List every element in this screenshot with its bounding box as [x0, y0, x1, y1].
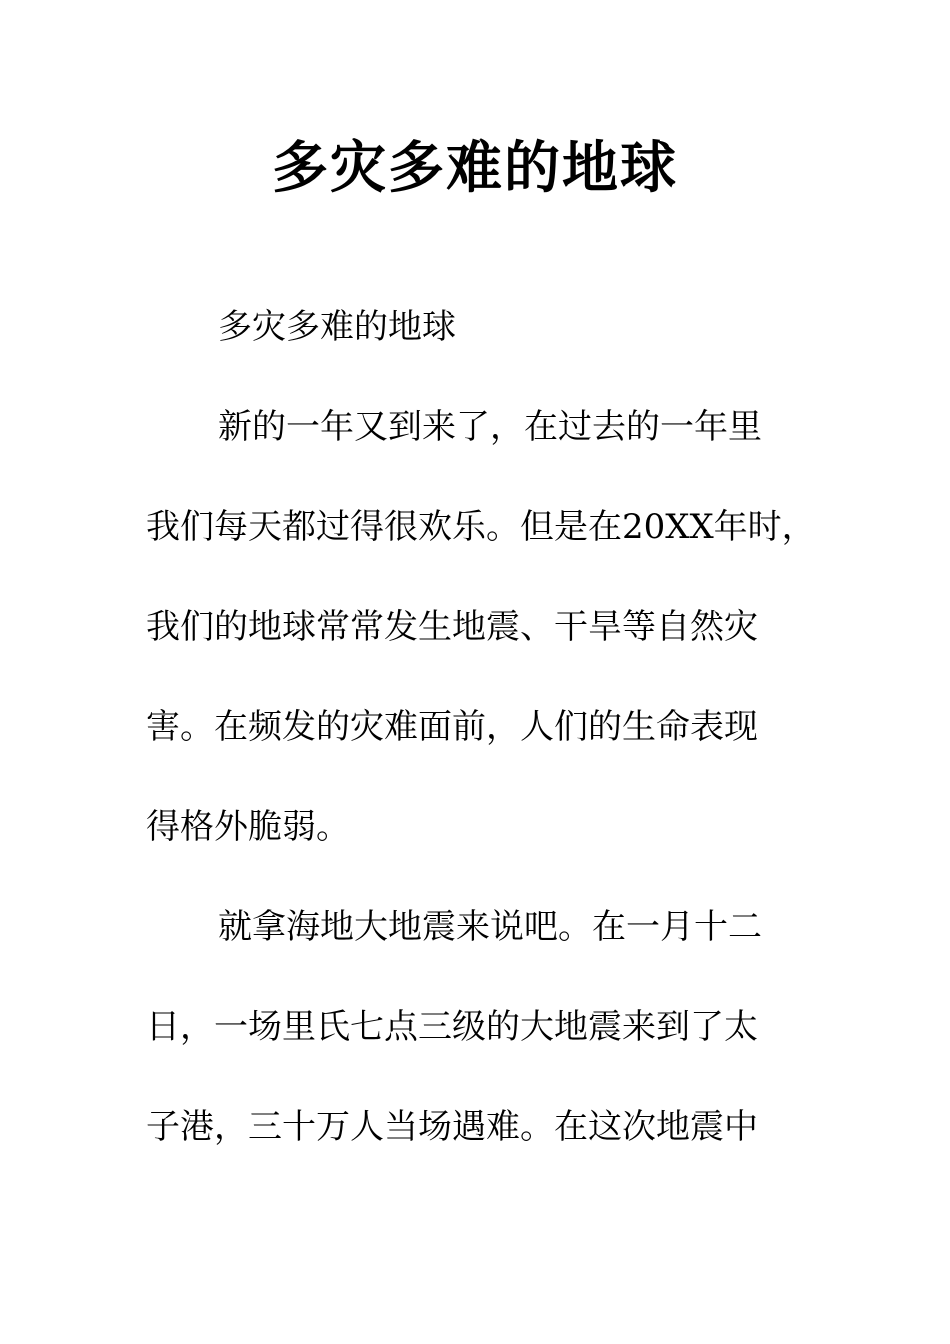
paragraph-line: 害。在频发的灾难面前，人们的生命表现: [146, 707, 758, 747]
page-title: 多灾多难的地球: [272, 135, 678, 201]
paragraph-line: 就拿海地大地震来说吧。在一月十二: [218, 907, 762, 947]
document-subtitle: 多灾多难的地球: [218, 307, 456, 347]
paragraph-line: 新的一年又到来了，在过去的一年里: [218, 407, 762, 447]
paragraph-line: 子港，三十万人当场遇难。在这次地震中: [146, 1107, 758, 1147]
paragraph-line: 我们的地球常常发生地震、干旱等自然灾: [146, 607, 758, 647]
paragraph-line: 我们每天都过得很欢乐。但是在20XX年时，: [146, 507, 816, 547]
paragraph-line: 日，一场里氏七点三级的大地震来到了太: [146, 1007, 758, 1047]
paragraph-line: 得格外脆弱。: [146, 807, 350, 847]
